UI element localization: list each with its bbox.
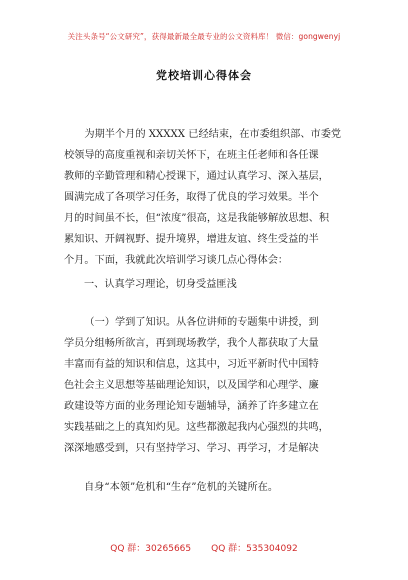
continuation-line: 自身“本领”危机和“生存”危机的关键所在。 — [84, 482, 279, 493]
document-title: 党校培训心得体会 — [156, 69, 252, 82]
subsection-line: 实践基础之上的真知灼见。这些都激起我内心强烈的共鸣， — [64, 422, 329, 433]
footer-contacts — [0, 541, 408, 554]
intro-line: 累知识、开阔视野、提升境界，增进友谊、终生受益的半 — [64, 234, 319, 245]
footer-qq-group-2: QQ 群：535304092 — [211, 544, 298, 554]
intro-paragraph — [64, 124, 349, 271]
subsection-line: 丰富而有益的知识和信息，这其中，习近平新时代中国特 — [64, 359, 319, 370]
subsection-line: 政建设等方面的业务理论知专题辅导，涵养了许多建立在 — [64, 401, 319, 412]
header-notice: 关注头条号“公文研究”，获得最新最全最专业的公文资料库！ 微信：gongwenyj — [67, 32, 341, 41]
intro-line: 圆满完成了各项学习任务，取得了优良的学习效果。半个 — [64, 192, 319, 203]
intro-line: 月的时间虽不长，但“浓度”很高，这是我能够解放思想、积 — [64, 213, 330, 224]
intro-line: 个月。下面，我就此次培训学习谈几点心得体会： — [64, 255, 289, 266]
subsection-line: 深深地感受到，只有坚持学习、学习、再学习，才是解决 — [64, 443, 319, 454]
subsection-line: （一）学到了知识。从各位讲师的专题集中讲授，到 — [84, 317, 319, 328]
section-heading: 一、认真学习理论，切身受益匪浅 — [84, 279, 237, 290]
footer-qq-group-1: QQ 群：30265665 — [110, 544, 192, 554]
subsection-paragraph — [64, 312, 349, 459]
intro-line: 为期半个月的 XXXXX 已经结束，在市委组织部、市委党 — [84, 129, 342, 140]
intro-line: 校领导的高度重视和亲切关怀下，在班主任老师和各任课 — [64, 150, 319, 161]
intro-line: 教师的辛勤管理和精心授课下，通过认真学习、深入基层， — [64, 171, 329, 182]
subsection-line: 学员分组畅所欲言，再到现场教学，我个人都获取了大量 — [64, 338, 319, 349]
subsection-line: 色社会主义思想等基础理论知识，以及国学和心理学、廉 — [64, 380, 319, 391]
